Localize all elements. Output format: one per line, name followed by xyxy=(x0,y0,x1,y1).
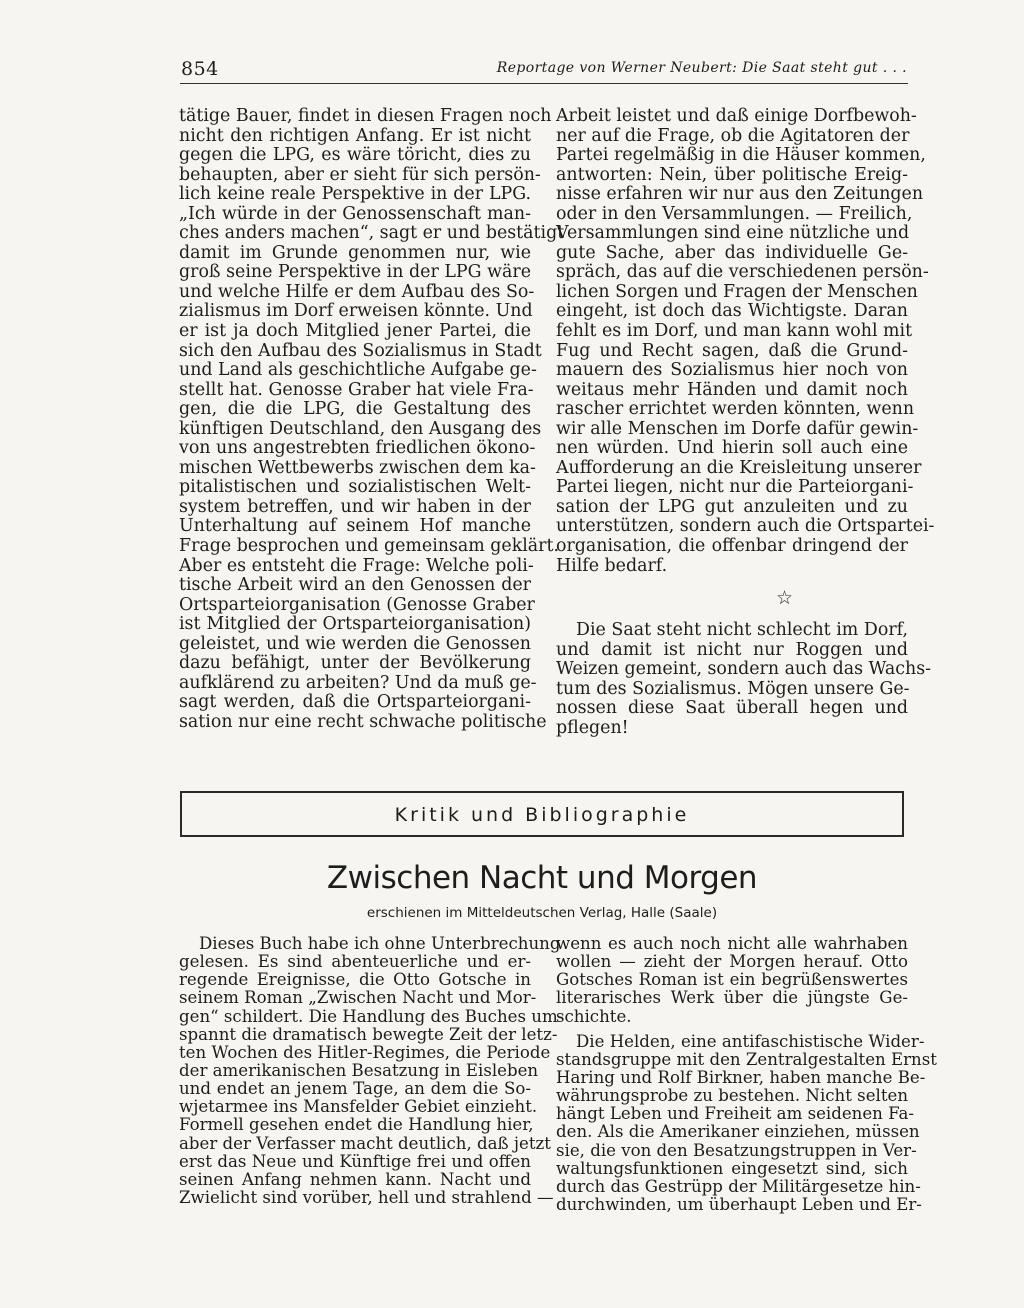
text-line: mauern des Sozialismus hier noch von xyxy=(556,360,908,381)
text-line: „Ich würde in der Genossenschaft man- xyxy=(179,203,531,224)
text-line: system betreffen, und wir haben in der xyxy=(179,496,531,517)
text-line: aufklärend zu arbeiten? Und da muß ge- xyxy=(179,672,537,693)
text-line: groß seine Perspektive in der LPG wäre xyxy=(179,262,531,283)
text-line: Hilfe bedarf. xyxy=(556,555,668,576)
closing-paragraph xyxy=(556,620,932,738)
article-column-right xyxy=(556,106,935,576)
text-line: unterstützen, sondern auch die Ortspartei- xyxy=(556,516,935,537)
text-line: mischen Wettbewerbs zwischen dem ka- xyxy=(179,457,536,478)
text-line: nen würden. Und hierin soll auch eine xyxy=(556,438,908,459)
text-line: nisse erfahren wir nur aus den Zeitungen xyxy=(556,184,924,205)
text-line: regende Ereignisse, die Otto Gotsche in xyxy=(179,970,531,990)
text-line: ner auf die Frage, ob die Agitatoren der xyxy=(556,125,910,146)
review-subtitle: erschienen im Mitteldeutschen Verlag, Halle (Saale) xyxy=(366,905,718,921)
page-number: 854 xyxy=(181,58,219,80)
text-line: oder in den Versammlungen. — Freilich, xyxy=(556,203,913,224)
text-line: Formell gesehen endet die Handlung hier, xyxy=(179,1115,534,1135)
text-line: organisation, die offenbar dringend der xyxy=(556,536,908,557)
text-line: weitaus mehr Händen und damit noch xyxy=(556,379,908,400)
text-line: und welche Hilfe er dem Aufbau des So- xyxy=(179,281,535,302)
text-line: stellt hat. Genosse Graber hat viele Fra- xyxy=(179,379,534,400)
text-line: hängt Leben und Freiheit am seidenen Fa- xyxy=(556,1104,915,1124)
text-line: gegen die LPG, es wäre töricht, dies zu xyxy=(179,145,531,166)
text-line: wenn es auch noch nicht alle wahrhaben xyxy=(556,934,908,953)
text-line: behaupten, aber er sieht für sich persön- xyxy=(179,164,541,185)
text-line: waltungsfunktionen eingesetzt sind, sich xyxy=(556,1158,908,1178)
text-line: damit im Grunde genommen nur, wie xyxy=(179,242,531,263)
text-line: gelesen. Es sind abenteuerliche und er- xyxy=(179,952,531,972)
text-line: Gotsches Roman ist ein begrüßenswertes xyxy=(556,970,908,990)
text-line: und endet an jenem Tage, an dem die So- xyxy=(179,1079,531,1099)
text-line: antworten: Nein, über politische Ereig- xyxy=(556,164,908,185)
text-line: literarisches Werk über die jüngste Ge- xyxy=(556,988,908,1008)
text-line: Aber es entsteht die Frage: Welche poli- xyxy=(179,555,534,576)
text-line: der amerikanischen Besatzung in Eisleben xyxy=(179,1060,539,1080)
text-line: er ist ja doch Mitglied jener Partei, die xyxy=(179,321,531,342)
text-line: tätige Bauer, findet in diesen Fragen noch xyxy=(179,106,552,126)
text-line: sich den Aufbau des Sozialismus in Stadt xyxy=(179,340,542,361)
text-line: sie, die von den Besatzungstruppen in Ver- xyxy=(556,1140,917,1160)
text-line: aber der Verfasser macht deutlich, daß jetzt xyxy=(179,1133,551,1153)
section-title: Kritik und Bibliographie xyxy=(394,804,690,826)
star-divider: ☆ xyxy=(776,587,794,609)
text-line: sation der LPG gut anzuleiten und zu xyxy=(556,496,908,517)
text-line: rascher errichtet werden könnten, wenn xyxy=(556,399,915,420)
text-line: Dieses Buch habe ich ohne Unterbrechung xyxy=(199,934,561,953)
text-line: erst das Neue und Künftige frei und offen xyxy=(179,1151,531,1171)
text-line: und damit ist nicht nur Roggen und xyxy=(556,639,908,660)
text-line: ist Mitglied der Ortsparteiorganisation) xyxy=(179,614,531,635)
text-line: spannt die dramatisch bewegte Zeit der letz- xyxy=(179,1024,558,1044)
text-line: Aufforderung an die Kreisleitung unserer xyxy=(556,457,922,478)
text-line: geleistet, und wie werden die Genossen xyxy=(179,633,531,654)
text-line: standsgruppe mit den Zentralgestalten Ernst xyxy=(556,1049,937,1069)
text-line: sation nur eine recht schwache politische xyxy=(179,711,547,732)
text-line: Fug und Recht sagen, daß die Grund- xyxy=(556,340,908,361)
section-header-box xyxy=(180,791,904,837)
text-line: pflegen! xyxy=(556,717,629,738)
text-line: seinem Roman „Zwischen Nacht und Mor- xyxy=(179,988,537,1008)
text-line: Frage besprochen und gemeinsam geklärt. xyxy=(179,536,559,557)
text-line: durch das Gestrüpp der Militärgesetze hin- xyxy=(556,1176,921,1196)
text-line: ten Wochen des Hitler-Regimes, die Periode xyxy=(179,1042,551,1062)
text-line: Weizen gemeint, sondern auch das Wachs- xyxy=(556,659,932,680)
text-line: Partei regelmäßig in die Häuser kommen, xyxy=(556,145,926,166)
text-line: Die Helden, eine antifaschistische Wider- xyxy=(576,1031,925,1051)
text-line: lichen Sorgen und Fragen der Menschen xyxy=(556,281,918,302)
text-line: schichte. xyxy=(556,1006,632,1026)
text-line: Die Saat steht nicht schlecht im Dorf, xyxy=(576,620,908,640)
running-head: Reportage von Werner Neubert: Die Saat steht gut . . . xyxy=(496,60,907,76)
text-line: tische Arbeit wird an den Genossen der xyxy=(179,575,531,596)
text-line: sagt werden, daß die Ortsparteiorgani- xyxy=(179,692,531,713)
text-line: Unterhaltung auf seinem Hof manche xyxy=(179,516,531,537)
text-line: Ortsparteiorganisation (Genosse Graber xyxy=(179,594,535,615)
text-line: währungsprobe zu bestehen. Nicht selten xyxy=(556,1086,908,1106)
review-column-right xyxy=(556,934,937,1214)
text-line: nossen diese Saat überall hegen und xyxy=(556,698,908,719)
text-line: tum des Sozialismus. Mögen unsere Ge- xyxy=(556,678,910,699)
text-line: ches anders machen“, sagt er und bestätigt xyxy=(179,223,565,244)
text-line: gute Sache, aber das individuelle Ge- xyxy=(556,242,908,263)
text-line: wollen — zieht der Morgen herauf. Otto xyxy=(556,952,908,972)
text-line: wir alle Menschen im Dorfe dafür gewin- xyxy=(556,418,919,439)
text-line: durchwinden, um überhaupt Leben und Er- xyxy=(556,1194,922,1214)
text-line: zialismus im Dorf erweisen könnte. Und xyxy=(179,301,533,322)
text-line: gen, die die LPG, die Gestaltung des xyxy=(179,399,531,420)
text-line: pitalistischen und sozialistischen Welt- xyxy=(179,477,531,498)
text-line: Haring und Rolf Birkner, haben manche Be- xyxy=(556,1067,926,1087)
text-line: den. Als die Amerikaner einziehen, müssen xyxy=(556,1122,920,1142)
text-line: wjetarmee ins Mansfelder Gebiet einzieht. xyxy=(179,1097,538,1117)
review-column-left xyxy=(179,934,564,1207)
text-line: seinen Anfang nehmen kann. Nacht und xyxy=(179,1169,531,1189)
text-line: Versammlungen sind eine nützliche und xyxy=(556,223,910,244)
text-line: Zwielicht sind vorüber, hell und strahlend — xyxy=(179,1187,554,1207)
text-line: künftigen Deutschland, den Ausgang des xyxy=(179,418,542,439)
text-line: dazu befähigt, unter der Bevölkerung xyxy=(179,653,531,674)
text-line: gen“ schildert. Die Handlung des Buches um- xyxy=(179,1006,564,1026)
header-rule xyxy=(180,83,908,84)
text-line: lich keine reale Perspektive in der LPG. xyxy=(179,184,531,205)
article-column-left xyxy=(179,106,565,733)
text-line: fehlt es im Dorf, und man kann wohl mit xyxy=(556,321,913,342)
text-line: von uns angestrebten friedlichen ökono- xyxy=(179,438,536,459)
text-line: Arbeit leistet und daß einige Dorfbewoh- xyxy=(556,106,917,126)
text-line: spräch, das auf die verschiedenen persön- xyxy=(556,262,929,283)
text-line: und Land als geschichtliche Aufgabe ge- xyxy=(179,360,537,381)
text-line: nicht den richtigen Anfang. Er ist nicht xyxy=(179,125,531,146)
text-line: eingeht, ist doch das Wichtigste. Daran xyxy=(556,301,908,322)
review-title: Zwischen Nacht und Morgen xyxy=(326,860,758,896)
text-line: Partei liegen, nicht nur die Parteiorgani- xyxy=(556,477,914,498)
